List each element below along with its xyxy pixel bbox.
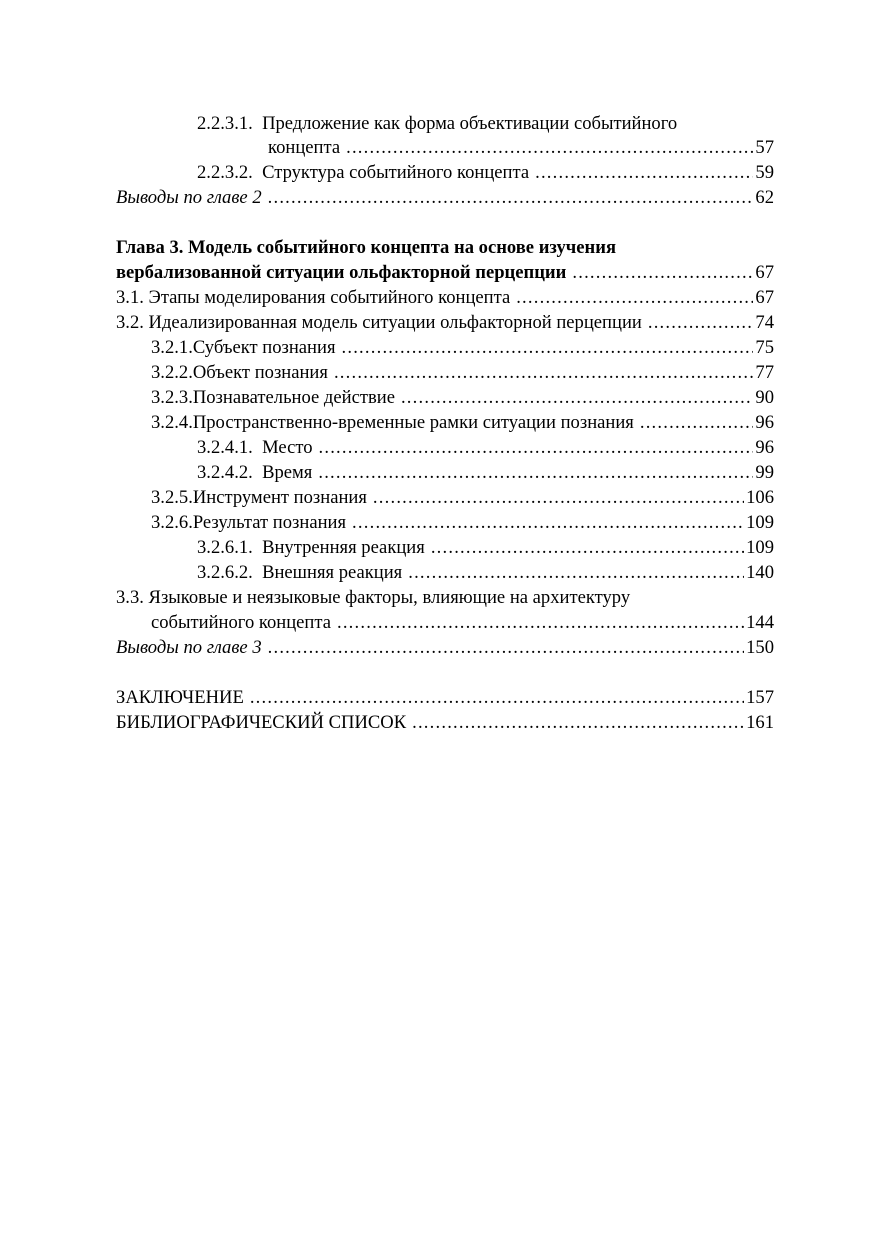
toc-entry-conclusions-ch3[interactable] xyxy=(116,637,774,659)
toc-entry-3-2-6[interactable] xyxy=(151,512,774,534)
dot-leader xyxy=(319,437,754,459)
page-number: 140 xyxy=(746,562,774,583)
page-number: 150 xyxy=(746,637,774,658)
page-number: 96 xyxy=(755,437,774,458)
toc-entry-2-2-3-2[interactable] xyxy=(197,162,774,184)
toc-entry-2-2-3-1-line1 xyxy=(197,113,677,135)
dot-leader xyxy=(346,137,753,159)
dot-leader xyxy=(640,412,754,434)
dot-leader xyxy=(412,712,744,734)
dot-leader xyxy=(648,312,754,334)
toc-entry-3-2[interactable] xyxy=(116,312,774,334)
toc-entry-3-1[interactable] xyxy=(116,287,774,309)
dot-leader xyxy=(318,462,753,484)
page-number: 157 xyxy=(746,687,774,708)
toc-entry-bibliography[interactable] xyxy=(116,712,774,734)
toc-entry-title: 3.2.3.Познавательное действие xyxy=(151,387,395,408)
toc-entry-3-2-6-1[interactable] xyxy=(197,537,774,559)
page-number: 106 xyxy=(746,487,774,508)
dot-leader xyxy=(250,687,744,709)
toc-entry-2-2-3-1[interactable] xyxy=(268,137,774,159)
toc-entry-title: 3.2.2.Объект познания xyxy=(151,362,328,383)
dot-leader xyxy=(334,362,753,384)
toc-entry-3-3-line1: 3.3. Языковые и неязыковые факторы, влияющие на архитектуру xyxy=(116,587,631,608)
toc-chapter-3[interactable] xyxy=(116,262,774,284)
toc-entry-conclusions-ch2[interactable] xyxy=(116,187,774,209)
dot-leader xyxy=(268,187,754,209)
toc-entry-3-2-6-2[interactable] xyxy=(197,562,774,584)
page-number: 67 xyxy=(755,262,774,283)
toc-entry-title: Время xyxy=(262,462,313,483)
toc-entry-title: 3.2. Идеализированная модель ситуации ольфакторной перцепции xyxy=(116,312,642,333)
toc-entry-title-continued: концепта xyxy=(268,137,341,158)
toc-entry-title-continued: вербализованной ситуации ольфакторной перцепции xyxy=(116,262,567,283)
page-number: 96 xyxy=(755,412,774,433)
toc-entry-number: 3.2.4.2. xyxy=(197,462,253,483)
dot-leader xyxy=(572,262,753,284)
toc-entry-number: 3.2.4.1. xyxy=(197,437,253,458)
toc-entry-title: Предложение как форма объективации событийного xyxy=(262,113,678,134)
dot-leader xyxy=(401,387,753,409)
dot-leader xyxy=(373,487,744,509)
toc-entry-title: Выводы по главе 3 xyxy=(116,637,262,658)
toc-entry-3-3[interactable] xyxy=(151,612,774,634)
toc-entry-3-2-3[interactable] xyxy=(151,387,774,409)
page-number: 62 xyxy=(755,187,774,208)
toc-chapter-3-line1: Глава 3. Модель событийного концепта на основе изучения xyxy=(116,237,617,258)
dot-leader xyxy=(337,612,744,634)
page-number: 109 xyxy=(746,512,774,533)
dot-leader xyxy=(516,287,753,309)
toc-entry-3-2-2[interactable] xyxy=(151,362,774,384)
page-number: 67 xyxy=(755,287,774,308)
toc-entry-title: 3.2.5.Инструмент познания xyxy=(151,487,367,508)
page-number: 57 xyxy=(755,137,774,158)
toc-entry-number: 3.2.6.2. xyxy=(197,562,253,583)
page-number: 90 xyxy=(755,387,774,408)
page-number: 75 xyxy=(755,337,774,358)
toc-entry-number: 2.2.3.2. xyxy=(197,162,253,183)
toc-entry-title: Выводы по главе 2 xyxy=(116,187,262,208)
toc-entry-3-2-1[interactable] xyxy=(151,337,774,359)
page-number: 161 xyxy=(746,712,774,733)
toc-entry-title: 3.1. Этапы моделирования событийного концепта xyxy=(116,287,511,308)
toc-entry-number: 2.2.3.1. xyxy=(197,113,253,134)
page-number: 144 xyxy=(746,612,774,633)
page-number: 59 xyxy=(755,162,774,183)
dot-leader xyxy=(268,637,744,659)
toc-entry-3-2-4-2[interactable] xyxy=(197,462,774,484)
toc-entry-3-2-4-1[interactable] xyxy=(197,437,774,459)
toc-entry-number: 3.2.6.1. xyxy=(197,537,253,558)
toc-entry-title: Место xyxy=(262,437,313,458)
toc-entry-3-2-5[interactable] xyxy=(151,487,774,509)
toc-entry-title: БИБЛИОГРАФИЧЕСКИЙ СПИСОК xyxy=(116,712,407,733)
toc-entry-title: 3.2.4.Пространственно-временные рамки ситуации познания xyxy=(151,412,634,433)
toc-entry-title: Внутренняя реакция xyxy=(262,537,425,558)
toc-entry-title: ЗАКЛЮЧЕНИЕ xyxy=(116,687,244,708)
toc-entry-title: 3.2.6.Результат познания xyxy=(151,512,347,533)
toc-entry-title: Внешняя реакция xyxy=(262,562,403,583)
dot-leader xyxy=(535,162,753,184)
dot-leader xyxy=(431,537,744,559)
page-number: 99 xyxy=(755,462,774,483)
toc-entry-title-continued: событийного концепта xyxy=(151,612,331,633)
toc-entry-conclusion[interactable] xyxy=(116,687,774,709)
page-number: 109 xyxy=(746,537,774,558)
dot-leader xyxy=(408,562,744,584)
page-number: 74 xyxy=(755,312,774,333)
page-number: 77 xyxy=(755,362,774,383)
toc-entry-3-2-4[interactable] xyxy=(151,412,774,434)
dot-leader xyxy=(342,337,754,359)
dot-leader xyxy=(352,512,744,534)
toc-entry-title: Структура событийного концепта xyxy=(262,162,530,183)
toc-entry-title: 3.2.1.Субъект познания xyxy=(151,337,336,358)
